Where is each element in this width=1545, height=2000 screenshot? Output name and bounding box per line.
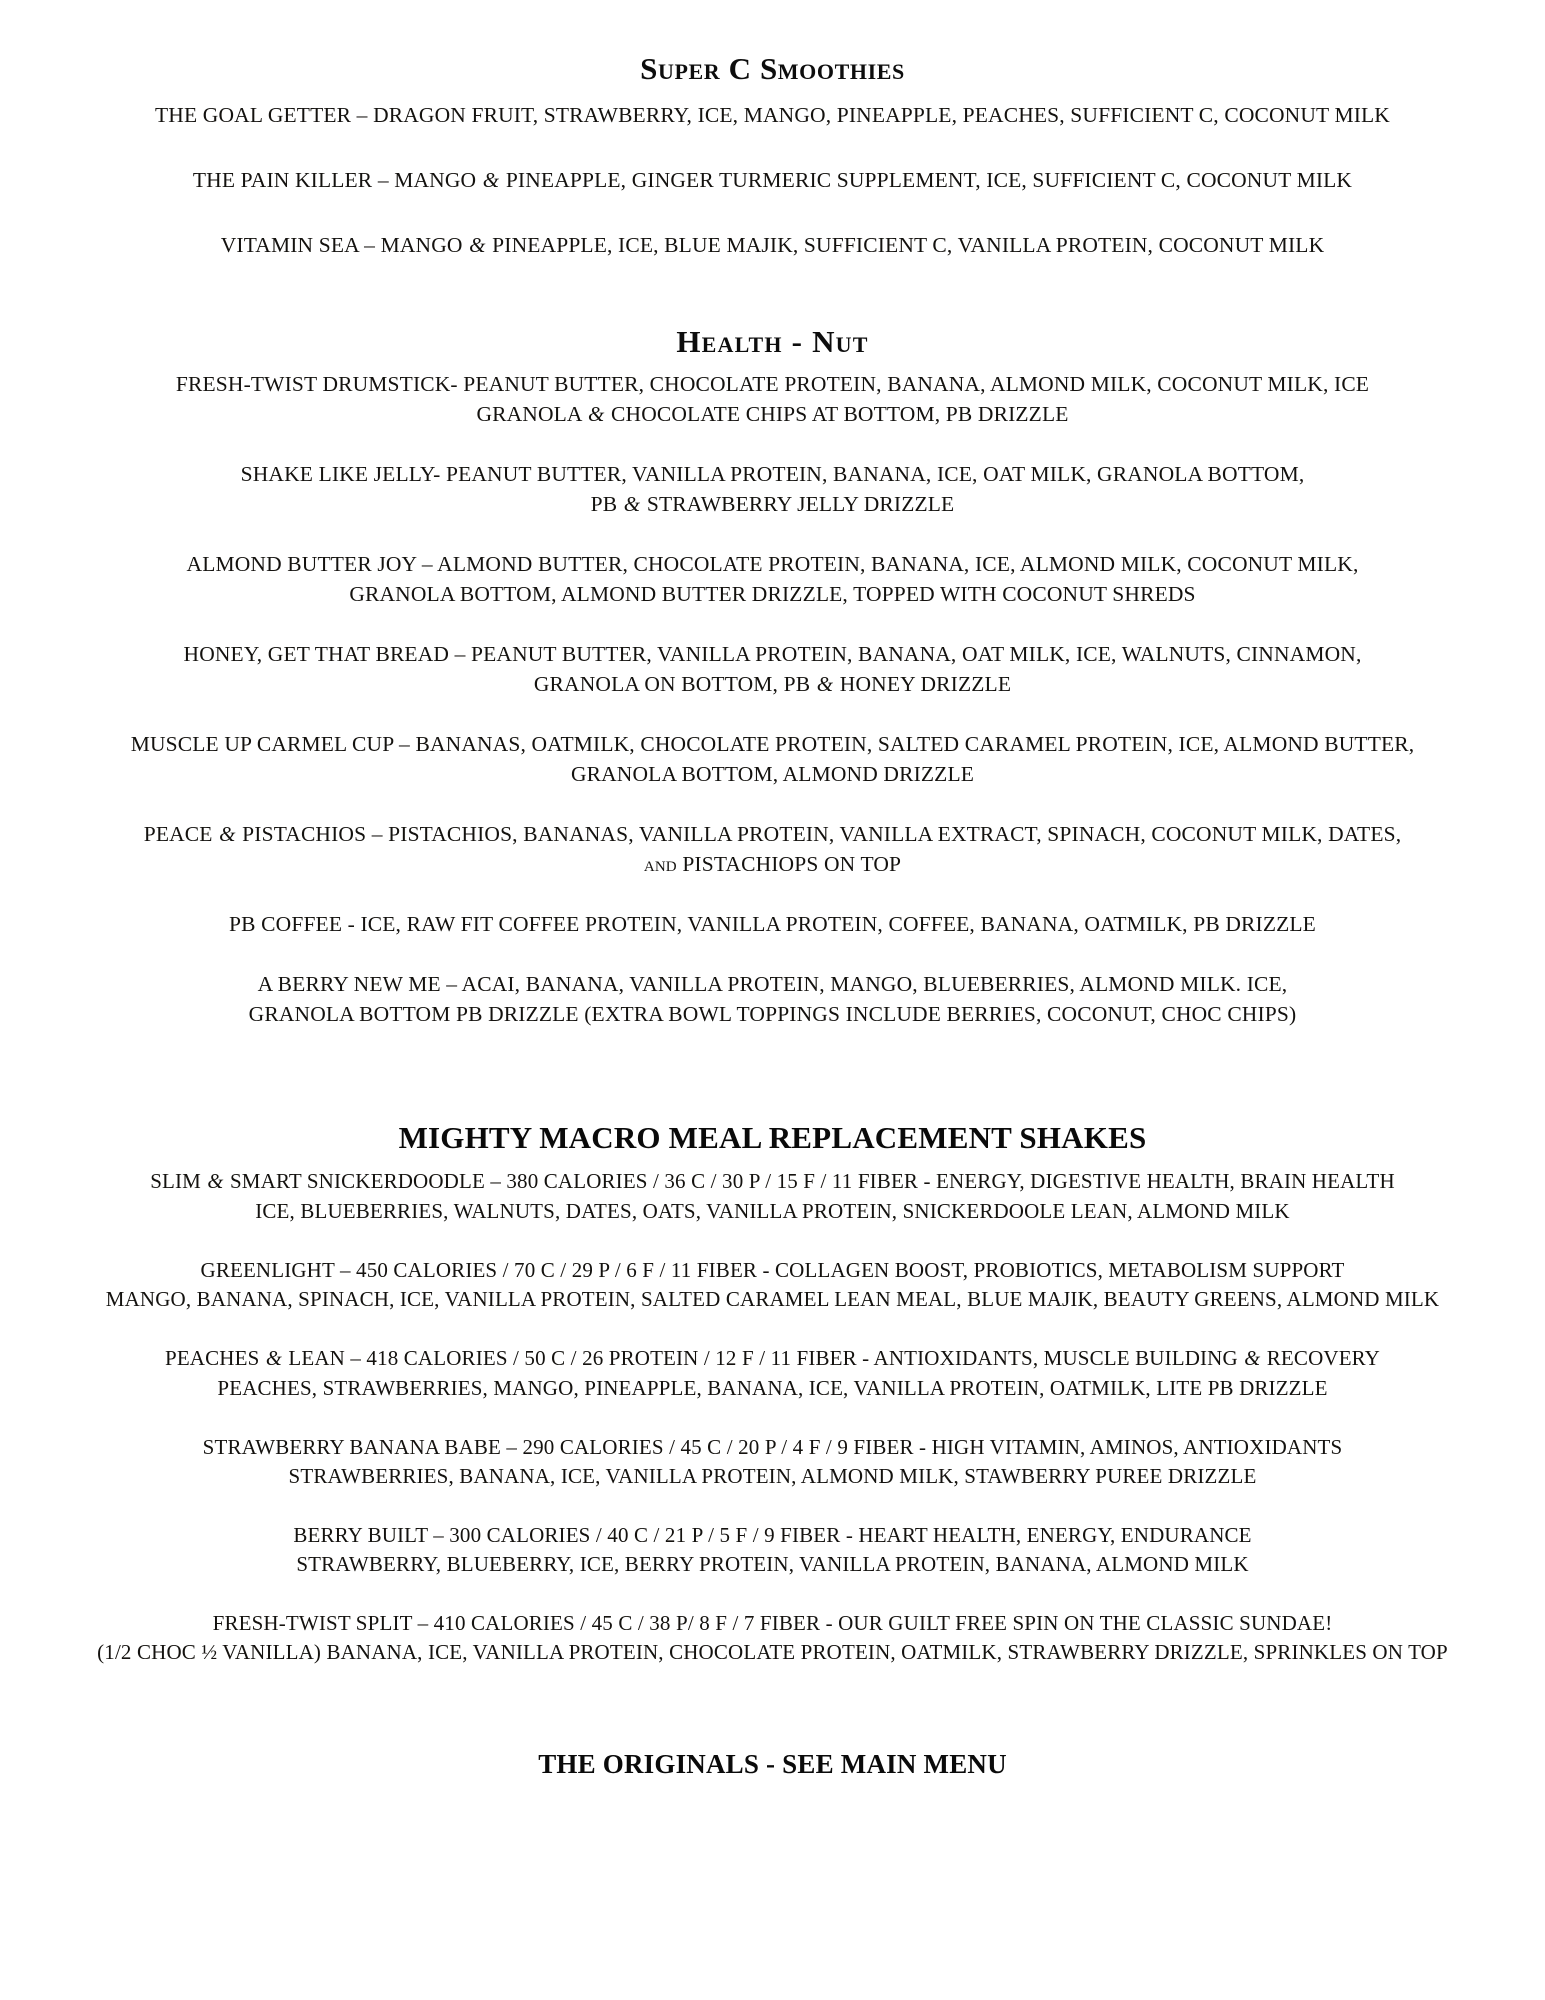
ampersand-glyph: & — [587, 402, 605, 426]
menu-item — [60, 459, 1485, 519]
menu-item-line: GRANOLA & CHOCOLATE CHIPS AT BOTTOM, PB DRIZZLE — [476, 402, 1069, 426]
menu-item — [60, 100, 1485, 130]
menu-item-line: ICE, BLUEBERRIES, WALNUTS, DATES, OATS, VANILLA PROTEIN, SNICKERDOOLE LEAN, ALMOND MILK — [255, 1199, 1290, 1223]
menu-item-line: PB COFFEE - ICE, RAW FIT COFFEE PROTEIN, VANILLA PROTEIN, COFFEE, BANANA, OATMILK, PB DRIZZLE — [229, 912, 1316, 936]
menu-item-line: and PISTACHIOPS ON TOP — [643, 852, 902, 876]
menu-item — [60, 1433, 1485, 1491]
section-heading-super-c-smoothies: Super C Smoothies — [640, 51, 905, 86]
menu-item-line: BERRY BUILT – 300 CALORIES / 40 C / 21 P / 5 F / 9 FIBER - HEART HEALTH, ENERGY, ENDURANCE — [293, 1523, 1252, 1547]
menu-item-line: ALMOND BUTTER JOY – ALMOND BUTTER, CHOCOLATE PROTEIN, BANANA, ICE, ALMOND MILK, COCONUT MILK, — [186, 552, 1359, 576]
menu-item — [60, 1609, 1485, 1667]
menu-item-line: A BERRY NEW ME – ACAI, BANANA, VANILLA PROTEIN, MANGO, BLUEBERRIES, ALMOND MILK. ICE, — [257, 972, 1288, 996]
menu-item-line: THE PAIN KILLER – MANGO & PINEAPPLE, GINGER TURMERIC SUPPLEMENT, ICE, SUFFICIENT C, COCONUT MILK — [192, 168, 1353, 192]
menu-item — [60, 549, 1485, 609]
item-list-health-nut — [60, 359, 1485, 1029]
menu-item — [60, 969, 1485, 1029]
section-heading-mighty-macro: MIGHTY MACRO MEAL REPLACEMENT SHAKES — [398, 1120, 1147, 1155]
item-list-super-c-smoothies — [60, 86, 1485, 260]
menu-item-line: PEACHES & LEAN – 418 CALORIES / 50 C / 26 PROTEIN / 12 F / 11 FIBER - ANTIOXIDANTS, MUSCLE BUILDING & RECOVERY — [165, 1346, 1380, 1370]
menu-item — [60, 909, 1485, 939]
menu-item-line: STRAWBERRY, BLUEBERRY, ICE, BERRY PROTEIN, VANILLA PROTEIN, BANANA, ALMOND MILK — [296, 1552, 1249, 1576]
ampersand-glyph: & — [623, 492, 641, 516]
ampersand-glyph: & — [469, 233, 486, 257]
menu-item-line: FRESH-TWIST DRUMSTICK- PEANUT BUTTER, CHOCOLATE PROTEIN, BANANA, ALMOND MILK, COCONUT MILK, ICE — [175, 372, 1370, 396]
menu-item-line: SLIM & SMART SNICKERDOODLE – 380 CALORIES / 36 C / 30 P / 15 F / 11 FIBER - ENERGY, DIGESTIVE HEALTH, BRAIN HEALTH — [150, 1169, 1395, 1193]
menu-item-line: GRANOLA BOTTOM, ALMOND DRIZZLE — [570, 762, 975, 786]
menu-item — [60, 1521, 1485, 1579]
menu-item-line: MANGO, BANANA, SPINACH, ICE, VANILLA PROTEIN, SALTED CARAMEL LEAN MEAL, BLUE MAJIK, BEAUTY GREENS, ALMOND MILK — [105, 1287, 1440, 1311]
menu-item — [60, 819, 1485, 879]
item-list-mighty-macro — [60, 1155, 1485, 1667]
menu-item — [60, 639, 1485, 699]
menu-item — [60, 1256, 1485, 1314]
menu-item-line: GREENLIGHT – 450 CALORIES / 70 C / 29 P / 6 F / 11 FIBER - COLLAGEN BOOST, PROBIOTICS, METABOLISM SUPPORT — [200, 1258, 1345, 1282]
menu-item-line: GRANOLA BOTTOM, ALMOND BUTTER DRIZZLE, TOPPED WITH COCONUT SHREDS — [349, 582, 1196, 606]
menu-item — [60, 1167, 1485, 1226]
menu-item-line: (1/2 CHOC ½ VANILLA) BANANA, ICE, VANILLA PROTEIN, CHOCOLATE PROTEIN, OATMILK, STRAWBERRY DRIZZLE, SPRINKLES ON TOP — [97, 1640, 1448, 1664]
menu-item — [60, 369, 1485, 429]
ampersand-glyph: & — [816, 672, 834, 696]
small-caps-and: and — [643, 852, 677, 876]
menu-item-line: GRANOLA BOTTOM PB DRIZZLE (EXTRA BOWL TOPPINGS INCLUDE BERRIES, COCONUT, CHOC CHIPS) — [248, 1002, 1297, 1026]
menu-item-line: FRESH-TWIST SPLIT – 410 CALORIES / 45 C / 38 P/ 8 F / 7 FIBER - OUR GUILT FREE SPIN ON THE CLASSIC SUNDAE! — [212, 1611, 1333, 1635]
menu-item — [60, 1344, 1485, 1403]
ampersand-glyph: & — [1244, 1348, 1261, 1370]
menu-item — [60, 165, 1485, 195]
menu-item-line: PB & STRAWBERRY JELLY DRIZZLE — [590, 492, 955, 516]
menu-item-line: STRAWBERRY BANANA BABE – 290 CALORIES / 45 C / 20 P / 4 F / 9 FIBER - HIGH VITAMIN, AMINOS, ANTIOXIDANTS — [202, 1435, 1343, 1459]
ampersand-glyph: & — [265, 1348, 282, 1370]
ampersand-glyph: & — [482, 168, 500, 192]
menu-item-line: HONEY, GET THAT BREAD – PEANUT BUTTER, VANILLA PROTEIN, BANANA, OAT MILK, ICE, WALNUTS, CINNAMON, — [183, 642, 1362, 666]
menu-item — [60, 230, 1485, 260]
ampersand-glyph: & — [207, 1171, 224, 1193]
menu-item — [60, 729, 1485, 789]
menu-item-line: VITAMIN SEA – MANGO & PINEAPPLE, ICE, BLUE MAJIK, SUFFICIENT C, VANILLA PROTEIN, COCONUT MILK — [220, 233, 1325, 257]
section-heading-health-nut: Health - Nut — [676, 324, 869, 359]
ampersand-glyph: & — [219, 822, 236, 846]
menu-item-line: PEACHES, STRAWBERRIES, MANGO, PINEAPPLE, BANANA, ICE, VANILLA PROTEIN, OATMILK, LITE PB DRIZZLE — [217, 1376, 1328, 1400]
menu-item-line: PEACE & PISTACHIOS – PISTACHIOS, BANANAS, VANILLA PROTEIN, VANILLA EXTRACT, SPINACH, COCONUT MILK, DATES, — [143, 822, 1402, 846]
menu-item-line: MUSCLE UP CARMEL CUP – BANANAS, OATMILK, CHOCOLATE PROTEIN, SALTED CARAMEL PROTEIN, ICE, ALMOND BUTTER, — [130, 732, 1415, 756]
menu-item-line: STRAWBERRIES, BANANA, ICE, VANILLA PROTEIN, ALMOND MILK, STAWBERRY PUREE DRIZZLE — [288, 1464, 1257, 1488]
menu-item-line: SHAKE LIKE JELLY- PEANUT BUTTER, VANILLA PROTEIN, BANANA, ICE, OAT MILK, GRANOLA BOTTOM, — [240, 462, 1305, 486]
menu-item-line: GRANOLA ON BOTTOM, PB & HONEY DRIZZLE — [533, 672, 1012, 696]
menu-item-line: THE GOAL GETTER – DRAGON FRUIT, STRAWBERRY, ICE, MANGO, PINEAPPLE, PEACHES, SUFFICIENT C, COCONUT MILK — [155, 103, 1390, 127]
section-heading-the-originals: THE ORIGINALS - SEE MAIN MENU — [538, 1749, 1007, 1779]
